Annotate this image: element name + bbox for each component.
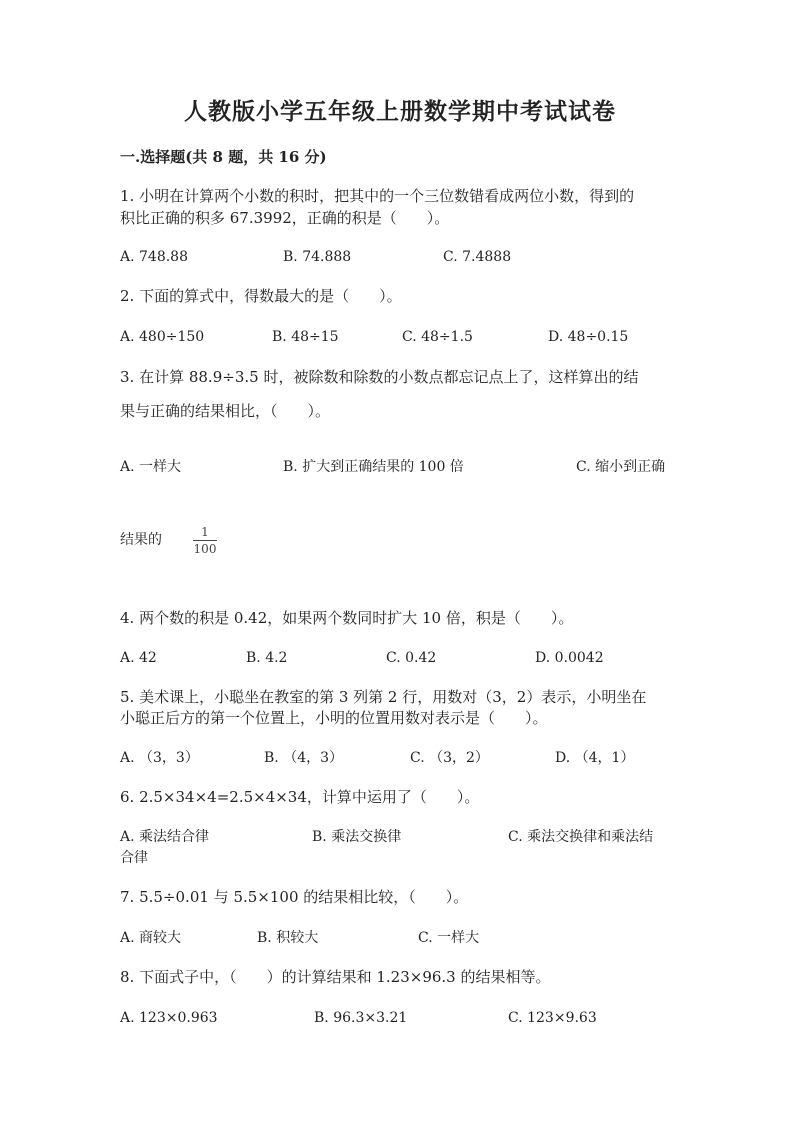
question-2-option-a: A. 480÷150 (120, 329, 205, 345)
question-4-option-b: B. 4.2 (246, 650, 288, 666)
question-2-option-d: D. 48÷0.15 (548, 329, 629, 345)
question-5-option-d: D. （4，1） (555, 750, 635, 766)
question-8-option-a: A. 123×0.963 (120, 1010, 218, 1026)
question-6-option-a: A. 乘法结合律 (120, 829, 210, 845)
question-3-option-b: B. 扩大到正确结果的 100 倍 (283, 459, 464, 475)
question-4-option-c: C. 0.42 (386, 650, 437, 666)
question-1-option-c: C. 7.4888 (443, 249, 512, 265)
fraction-denominator: 100 (193, 542, 217, 556)
question-2-option-b: B. 48÷15 (272, 329, 339, 345)
question-3-option-a: A. 一样大 (120, 459, 182, 475)
question-8-line-1: 8. 下面式子中，（ ）的计算结果和 1.23×96.3 的结果相等。 (120, 968, 551, 986)
section-heading: 一.选择题(共 8 题，共 16 分) (120, 148, 327, 166)
fraction-one-hundredth (191, 526, 219, 555)
question-3-option-c-continuation: 结果的 (120, 532, 162, 548)
question-3-option-c: C. 缩小到正确 (576, 459, 666, 475)
question-7-line-1: 7. 5.5÷0.01 与 5.5×100 的结果相比较，（ ）。 (120, 888, 469, 906)
question-7-option-c: C. 一样大 (418, 930, 480, 946)
question-6-line-1: 6. 2.5×34×4=2.5×4×34，计算中运用了（ ）。 (120, 788, 480, 806)
question-3-line-1: 3. 在计算 88.9÷3.5 时，被除数和除数的小数点都忘记点上了，这样算出的结 (120, 368, 639, 386)
question-8-option-b: B. 96.3×3.21 (314, 1010, 408, 1026)
question-4-option-a: A. 42 (120, 650, 157, 666)
question-8-option-c: C. 123×9.63 (508, 1010, 597, 1026)
question-2-line-1: 2. 下面的算式中，得数最大的是（ ）。 (120, 287, 402, 305)
question-1-option-b: B. 74.888 (283, 249, 352, 265)
question-5-line-1: 5. 美术课上，小聪坐在教室的第 3 列第 2 行，用数对（3，2）表示，小明坐在 (120, 688, 647, 706)
question-1-line-2: 积比正确的积多 67.3992，正确的积是（ ）。 (120, 209, 450, 227)
fraction-numerator: 1 (201, 525, 209, 539)
question-7-option-b: B. 积较大 (257, 930, 319, 946)
question-2-option-c: C. 48÷1.5 (402, 329, 473, 345)
question-4-option-d: D. 0.0042 (535, 650, 604, 666)
question-5-option-b: B. （4，3） (264, 750, 344, 766)
question-5-option-c: C. （3，2） (410, 750, 489, 766)
question-3-line-2: 果与正确的结果相比，（ ）。 (120, 402, 331, 420)
question-7-option-a: A. 商较大 (120, 930, 182, 946)
question-6-option-c-continuation: 合律 (120, 850, 148, 866)
page-title: 人教版小学五年级上册数学期中考试试卷 (184, 98, 616, 125)
question-4-line-1: 4. 两个数的积是 0.42，如果两个数同时扩大 10 倍，积是（ ）。 (120, 609, 574, 627)
question-5-option-a: A. （3，3） (120, 750, 199, 766)
question-1-line-1: 1. 小明在计算两个小数的积时，把其中的一个三位数错看成两位小数，得到的 (120, 187, 635, 205)
question-1-option-a: A. 748.88 (120, 249, 188, 265)
question-6-option-c: C. 乘法交换律和乘法结 (508, 829, 654, 845)
question-6-option-b: B. 乘法交换律 (312, 829, 402, 845)
question-5-line-2: 小聪正后方的第一个位置上，小明的位置用数对表示是（ ）。 (120, 709, 548, 727)
